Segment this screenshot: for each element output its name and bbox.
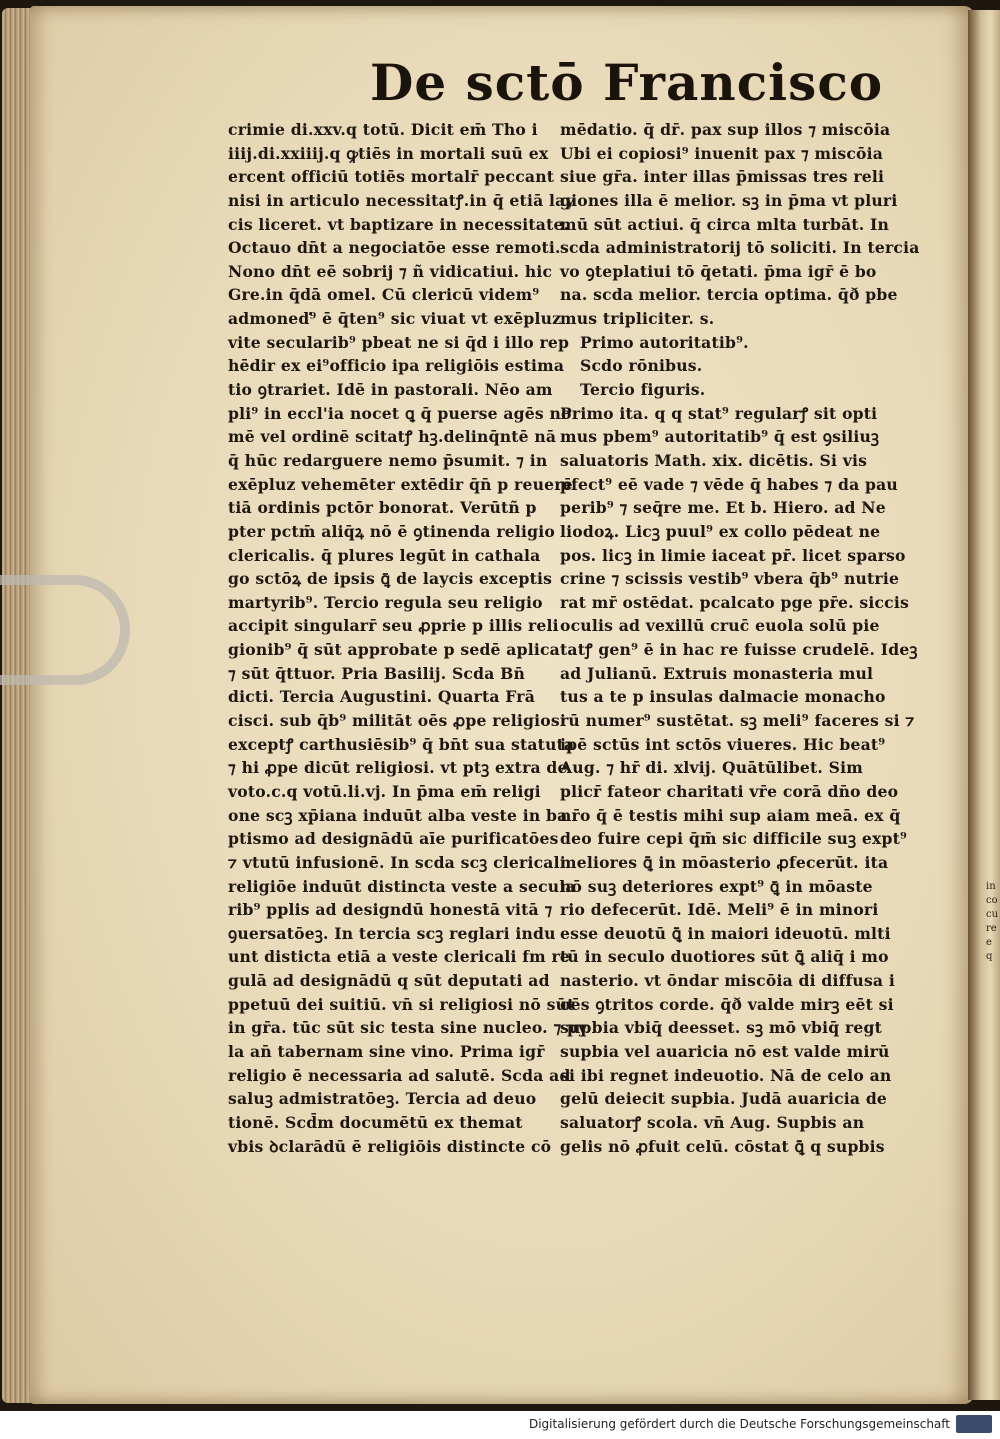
text-line: martyrib⁹. Tercio regula seu religio (228, 592, 543, 612)
text-line: plicr̄ fateor charitati vr̄e corā dn̄o deo (560, 781, 899, 801)
text-line: oēs ꝯtritos corde. q̄ð valde mirꝫ eēt si (560, 994, 894, 1014)
text-line: ppetuū dei suitiū. vn̄ si religiosi nō sūt (228, 994, 575, 1014)
text-line: hēdir ex ei⁹officio ipa religiōis estima (228, 356, 565, 376)
text-line: vite secularib⁹ pbeat ne si q̄d i illo rep (228, 332, 570, 352)
text-line: Aug. ⁊ hr̄ di. xlvij. Quātūlibet. Sim (560, 758, 863, 778)
text-line: Nono dn̄t eē sobrij ⁊ ñ vidicatiui. hic (228, 261, 553, 281)
text-line: saluatorꝭ scola. vn̄ Aug. Supbis an (560, 1112, 865, 1132)
text-line: ⁊ hi ꝓpe dicūt religiosi. vt ptꝫ extra de (228, 758, 568, 778)
text-line: ipē sctūs int sctōs viueres. Hic beat⁹ (560, 734, 886, 754)
text-line: gelū deiecit supbia. Judā auaricia de (560, 1089, 888, 1109)
text-line: nō suꝫ deteriores expt⁹ ꝗ̄ in mōaste (560, 876, 873, 896)
text-line: perib⁹ ⁊ seq̄re me. Et b. Hiero. ad Ne (560, 498, 886, 518)
text-line: pfect⁹ eē vade ⁊ vēde q̄ habes ⁊ da pau (560, 474, 898, 494)
text-line: q̄ hūc redarguere nemo p̄sumit. ⁊ in (228, 450, 548, 470)
text-line: exēpluz vehemēter extēdir q̄n̄ p reuerē (228, 474, 573, 494)
text-line: iiij.di.xxiiij.q ꝙtiēs in mortali suū ex (228, 143, 549, 163)
text-line: supbia vbiq̄ deesset. sꝫ mō vbiq̄ regt (560, 1018, 883, 1038)
text-line: meliores ꝗ̄ in mōasterio ꝓfecerūt. ita (560, 852, 889, 872)
text-line: tū in seculo duotiores sūt ꝗ̄ aliq̄ i mo (560, 947, 889, 967)
text-line: Primo ita. q q stat⁹ regularꝭ sit opti (560, 403, 878, 423)
text-line: tiā ordinis pctōr bonorat. Verūtñ p (228, 498, 537, 518)
text-line: pli⁹ in eccl'ia nocet ꝗ q̄ puerse agēs no (228, 403, 572, 423)
text-line: oculis ad vexillū cruc̄ euola solū pie (560, 616, 880, 636)
text-line: vo ꝯteplatiui tō q̄etati. p̄ma igr̄ ē bo (560, 261, 877, 281)
text-line: mū sūt actiui. q̄ circa mlta turbāt. In (560, 214, 890, 234)
text-line: ⁊ sūt q̄ttuor. Pria Basilij. Scda Bn̄ (228, 663, 526, 683)
text-line: admoneď⁹ ē q̄ten⁹ sic viuat vt exēpluz (228, 309, 562, 329)
text-column-left (228, 118, 588, 1156)
footer-bar (0, 1411, 1000, 1439)
text-line: exceptꝭ carthusiēsib⁹ q̄ bn̄t sua statuta (228, 734, 575, 754)
text-line: Gre.in q̄dā omel. Cū clericū videm⁹ (228, 285, 540, 305)
text-line: gionib⁹ q̄ sūt approbate p sedē aplica (228, 640, 560, 660)
text-line: Primo autoritatib⁹. (580, 332, 749, 352)
text-line: go sctōꝝ de ipsis ꝗ̄ de laycis exceptis (228, 569, 553, 589)
text-line: clericalis. q̄ plures legūt in cathala (228, 545, 541, 565)
text-line: ꝯuersatōeꝫ. In tercia scꝫ reglari indu (228, 923, 556, 943)
dfg-logo (956, 1415, 992, 1433)
text-line: ad Julianū. Extruis monasteria mul (560, 663, 874, 683)
text-line: in gr̄a. tūc sūt sic testa sine nucleo. ⁊ py (228, 1018, 588, 1038)
text-line: ercent officiū totiēs mortalr̄ peccant (228, 167, 555, 187)
text-line: la an̄ tabernam sine vino. Prima igr̄ (228, 1041, 545, 1061)
text-line: tionē. Scd̄m documētū ex themat (228, 1112, 523, 1132)
text-line: vbis ꝺclarādū ē religiōis distincte cō (228, 1136, 552, 1156)
text-line: mus tripliciter. s. (560, 309, 715, 329)
text-line: crimie di.xxv.q totū. Dicit em̄ Tho i (228, 120, 538, 139)
text-line: ⁊ vtutū infusionē. In scda scꝫ clericali (228, 852, 566, 872)
text-line: crine ⁊ scissis vestib⁹ vbera q̄b⁹ nutrie (560, 569, 900, 589)
text-line: gelis nō ꝓfuit celū. cōstat ꝗ̄ q supbis (560, 1136, 885, 1156)
text-line: Tercio figuris. (580, 380, 706, 400)
text-line: supbia vel auaricia nō est valde mirū (560, 1041, 890, 1061)
text-line: rū numer⁹ sustētat. sꝫ meli⁹ faceres si ⁊ (560, 711, 915, 731)
text-line: si ibi regnet indeuotio. Nā de celo an (560, 1065, 892, 1085)
text-line: tus a te p insulas dalmacie monacho (560, 687, 886, 707)
text-line: tio ꝯtrariet. Idē in pastorali. Nēo am (228, 380, 553, 400)
text-line: deo fuire cepi q̄m̄ sic difficile suꝫ expt⁹ (560, 829, 908, 849)
text-line: Scdo rōnibus. (580, 356, 703, 376)
text-line: liodoꝝ. Licꝫ puul⁹ ex collo pēdeat ne (560, 521, 881, 541)
page-clip-holder (0, 575, 130, 685)
text-line: mē vel ordinē scitatꝭ hꝫ.delinq̄ntē nā (228, 427, 557, 447)
text-line: mēdatio. q̄ dr̄. pax sup illos ⁊ miscōia (560, 120, 891, 139)
text-line: giones illa ē melior. sꝫ in p̄ma vt pluri (560, 190, 898, 210)
text-line: nr̄o q̄ ē testis mihi sup aiam meā. ex q̄ (560, 805, 901, 825)
text-line: cisci. sub q̄b⁹ militāt oēs ꝓpe religiosi (228, 711, 566, 731)
text-line: religiōe induūt distincta veste a secula (228, 876, 576, 896)
text-line: unt disticta etiā a veste clericali fm re (228, 947, 571, 967)
text-line: pos. licꝫ in limie iaceat pr̄. licet sparso (560, 545, 906, 565)
text-line: accipit singularr̄ seu ꝓprie p illis reli (228, 616, 559, 636)
text-line: religio ē necessaria ad salutē. Scda ad (228, 1065, 571, 1085)
text-line: Octauo dn̄t a negociatōe esse remoti. (228, 238, 561, 258)
text-line: ptismo ad designādū aīe purificatōes (228, 829, 559, 849)
text-line: rib⁹ pplis ad designdū honestā vitā ⁊ (228, 900, 553, 920)
text-line: saluatoris Math. xix. dicētis. Si vis (560, 450, 868, 470)
text-line: pter pctm̄ aliq̄ꝝ nō ē ꝯtinenda religio (228, 521, 555, 541)
text-line: Ubi ei copiosi⁹ inuenit pax ⁊ miscōia (560, 143, 884, 163)
text-line: tatꝭ gen⁹ ē in hac re fuisse crudelē. Ideꝫ (560, 640, 918, 660)
text-line: dicti. Tercia Augustini. Quarta Frā (228, 687, 536, 707)
text-line: gulā ad designādū q sūt deputati ad (228, 971, 550, 991)
text-line: esse deuotū ꝗ̄ in maiori ideuotū. mlti (560, 923, 891, 943)
text-line: nasterio. vt ōndar miscōia di diffusa i (560, 971, 895, 991)
text-line: one scꝫ xp̄iana induūt alba veste in ba (228, 805, 568, 825)
page-heading: De sctō Francisco (370, 53, 884, 112)
next-page-edge (968, 10, 1000, 1400)
text-line: scda administratorij tō soliciti. In tercia (560, 238, 920, 258)
text-line: siue gr̄a. inter illas p̄missas tres reli (560, 167, 885, 187)
text-column-right (560, 118, 920, 1156)
text-line: rat mr̄ ostēdat. pcalcato pge pr̄e. siccis (560, 592, 909, 612)
text-line: rio defecerūt. Idē. Meli⁹ ē in minori (560, 900, 879, 920)
footer-credit-text: Digitalisierung gefördert durch die Deutsche Forschungsgemeinschaft (528, 1417, 950, 1431)
next-page-margin-text: in co cu re e q (986, 881, 999, 962)
text-line: voto.c.q votū.li.vj. In p̄ma em̄ religi (228, 781, 541, 801)
text-line: cis liceret. vt baptizare in necessitate. (228, 214, 570, 234)
text-line: mus pbem⁹ autoritatib⁹ q̄ est ꝯsiliuꝫ (560, 427, 880, 447)
text-line: nisi in articulo necessitatꝭ.in q̄ etiā lay (228, 190, 575, 210)
text-line: saluꝫ admistratōeꝫ. Tercia ad deuo (228, 1089, 537, 1109)
text-line: na. scda melior. tercia optima. q̄ð pbe (560, 285, 898, 305)
